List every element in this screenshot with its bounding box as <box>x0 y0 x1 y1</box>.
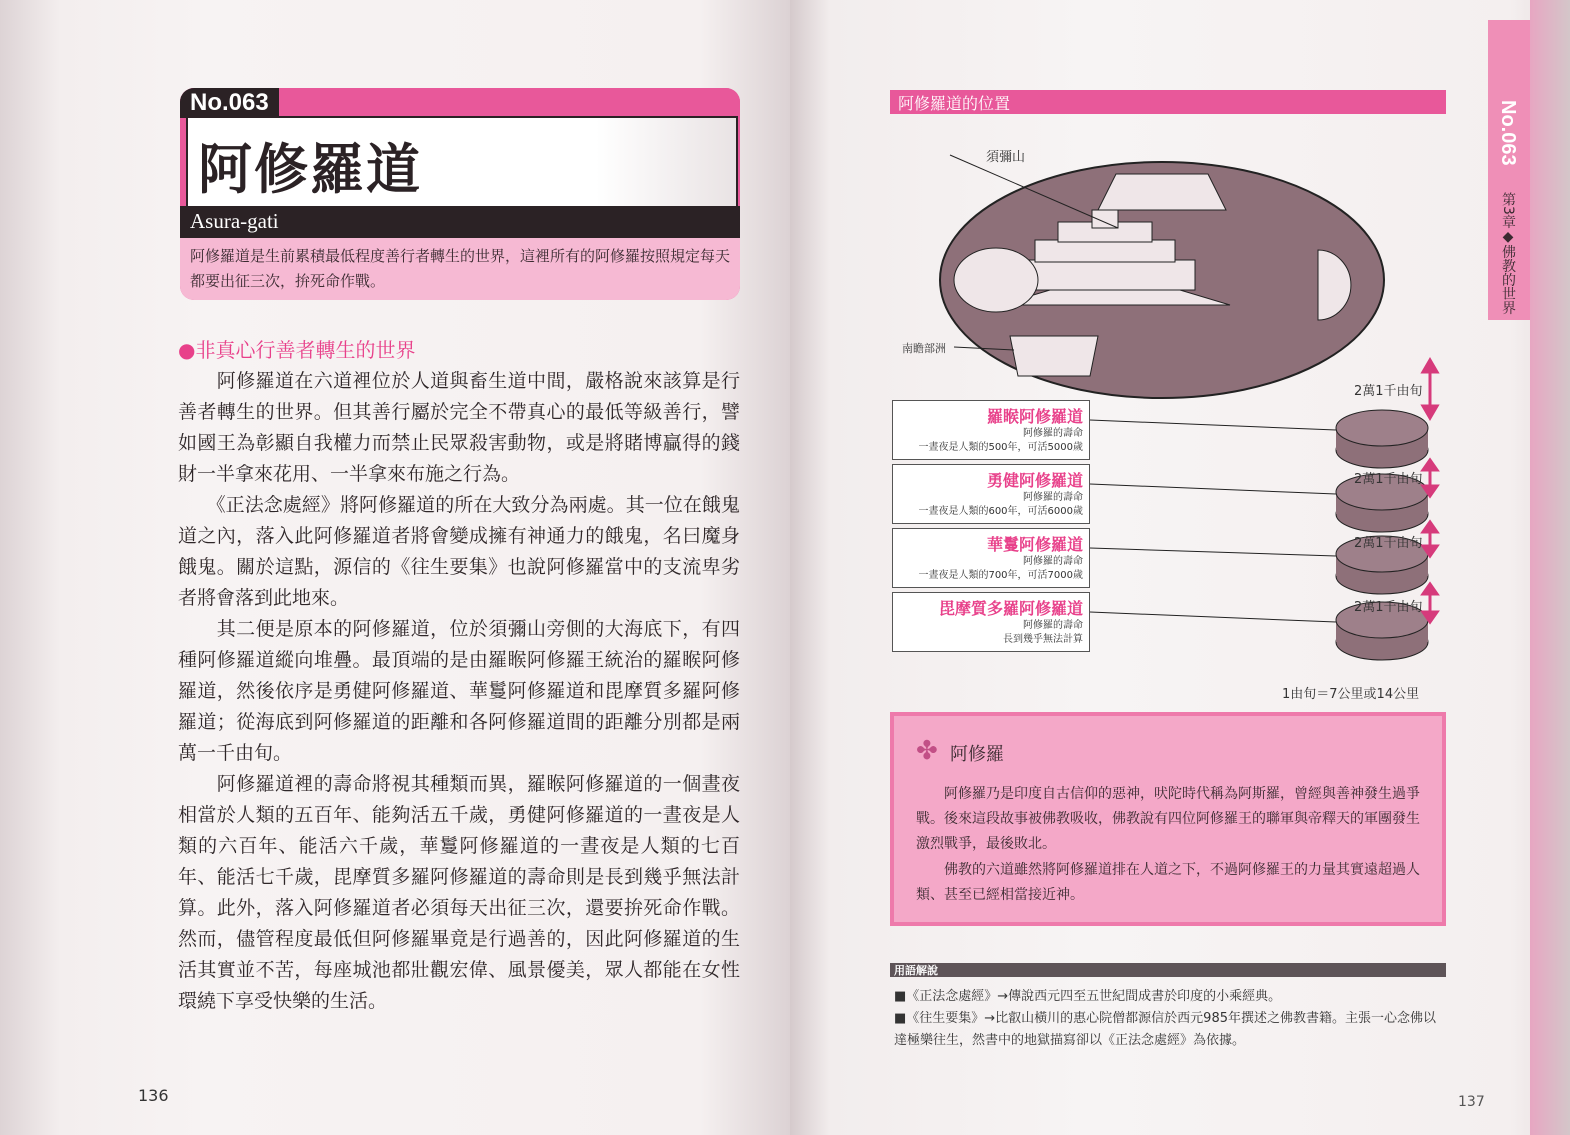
page-number: 137 <box>1458 1094 1485 1110</box>
subtitle-band <box>180 206 740 238</box>
distance-label: 2萬1千由旬 <box>1354 600 1423 615</box>
title-shadow <box>596 118 736 220</box>
glossary-item: ■《往生要集》→比叡山橫川的惠心院僧都源信於西元985年撰述之佛教書籍。主張一心念佛以達極樂往生，然書中的地獄描寫卻以《正法念處經》為依據。 <box>894 1011 1436 1048</box>
realm-connector <box>1090 484 1336 494</box>
northern-continent <box>1098 174 1226 210</box>
body-paragraph: 阿修羅道在六道裡位於人道與畜生道中間，嚴格說來該算是行善者轉生的世界。但其善行屬於完全不帶真心的最低等級善行，譬如國王為彰顯自我權力而禁止民眾殺害動物，或是將賭博贏得的錢財一半拿來花用、一半拿來布施之行為。 <box>178 370 740 485</box>
label-southern-continent: 南瞻部洲 <box>902 342 946 355</box>
diagram-title: 阿修羅道的位置 <box>898 94 1011 113</box>
title-band <box>186 116 738 220</box>
page-title: 阿修羅道 <box>198 138 422 201</box>
realm-lifespan: 一晝夜是人類的700年，可活7000歲 <box>918 570 1083 581</box>
entry-header-card <box>180 88 740 300</box>
entry-number-badge: No.063 <box>180 88 279 118</box>
realm-box <box>892 528 1090 588</box>
page-number: 136 <box>138 1086 169 1105</box>
page-edge-strip <box>1530 0 1570 1135</box>
western-continent <box>954 248 1038 312</box>
mount-sumeru-tier <box>1035 240 1175 262</box>
realm-connector <box>1090 548 1336 556</box>
mount-sumeru-peak <box>1092 210 1118 228</box>
side-chapter-title: 第3章◆佛教的世界 <box>1500 192 1516 315</box>
realm-box <box>892 592 1090 652</box>
realm-lifespan: 一晝夜是人類的500年，可活5000歲 <box>918 442 1083 453</box>
realm-lifespan-label: 阿修羅的壽命 <box>1023 428 1083 439</box>
right-page <box>790 0 1570 1135</box>
distance-label: 2萬1千由旬 <box>1354 536 1423 551</box>
unit-note: 1由旬＝7公里或14公里 <box>1282 687 1420 702</box>
realm-box <box>892 400 1090 460</box>
realm-lifespan-label: 阿修羅的壽命 <box>1023 492 1083 503</box>
flower-icon: ✤ <box>916 736 938 766</box>
label-mount-sumeru: 須彌山 <box>986 150 1026 165</box>
realm-name: 勇健阿修羅道 <box>986 471 1083 490</box>
glossary-heading: 用語解說 <box>894 964 938 977</box>
column-box <box>890 712 1446 926</box>
bleed-through-text <box>108 150 148 350</box>
glossary-band <box>890 963 1446 977</box>
realm-name: 毘摩質多羅阿修羅道 <box>938 599 1083 618</box>
southern-continent <box>1010 336 1098 376</box>
glossary-item: ■《正法念處經》→傳說西元四至五世紀間成書於印度的小乘經典。 <box>894 989 1282 1004</box>
realm-disc-1 <box>1336 410 1428 468</box>
section-heading: ●非真心行善者轉生的世界 <box>178 338 416 362</box>
body-paragraph: 《正法念處經》將阿修羅道的所在大致分為兩處。其一位在餓鬼道之內，落入此阿修羅道者將會變成擁有神通力的餓鬼，名曰魔身餓鬼。關於這點，源信的《往生要集》也說阿修羅當中的支流卑劣者將會落到此地來。 <box>178 494 740 609</box>
distance-label: 2萬1千由旬 <box>1354 384 1423 399</box>
diagram-header <box>890 90 1446 114</box>
realm-name: 華鬘阿修羅道 <box>986 535 1083 554</box>
side-entry-number: No.063 <box>1497 100 1519 166</box>
body-paragraph: 其二便是原本的阿修羅道，位於須彌山旁側的大海底下，有四種阿修羅道縱向堆疊。最頂端的是由羅睺阿修羅王統治的羅睺阿修羅道，然後依序是勇健阿修羅道、華鬘阿修羅道和毘摩質多羅阿修羅道；從海底到阿修羅道的距離和各阿修羅道間的距離分別都是兩萬一千由旬。 <box>178 618 740 764</box>
realm-box <box>892 464 1090 524</box>
realm-connector <box>1090 612 1336 622</box>
column-paragraph: 佛教的六道雖然將阿修羅道排在人道之下，不過阿修羅王的力量其實遠超過人類、甚至已經相當接近神。 <box>916 862 1420 903</box>
realm-lifespan-label: 阿修羅的壽命 <box>1023 620 1083 631</box>
summary-band <box>180 238 740 300</box>
realm-lifespan: 一晝夜是人類的600年，可活6000歲 <box>918 506 1083 517</box>
page-subtitle: Asura-gati <box>190 209 279 233</box>
summary-text: 阿修羅道是生前累積最低程度善行者轉生的世界，這裡所有的阿修羅按照規定每天都要出征三次，拚死命作戰。 <box>190 247 731 290</box>
column-paragraph: 阿修羅乃是印度自古信仰的惡神，吠陀時代稱為阿斯羅，曾經與善神發生過爭戰。後來這段故事被佛教吸收，佛教說有四位阿修羅王的聯軍與帝釋天的軍團發生激烈戰爭，最後敗北。 <box>916 786 1420 852</box>
realm-connector <box>1090 420 1336 430</box>
realm-lifespan: 長到幾乎無法計算 <box>1003 634 1083 645</box>
realm-name: 羅睺阿修羅道 <box>986 407 1083 426</box>
realm-lifespan-label: 阿修羅的壽命 <box>1023 556 1083 567</box>
column-heading: 阿修羅 <box>950 744 1004 765</box>
mount-sumeru-tier <box>1015 260 1195 290</box>
body-paragraph: 阿修羅道裡的壽命將視其種類而異，羅睺阿修羅道的一個晝夜相當於人類的五百年、能夠活五千歲，勇健阿修羅道的一晝夜是人類的六百年、能活六千歲，華鬘阿修羅道的一晝夜是人類的七百年、能活七千歲，毘摩質多羅阿修羅道的壽命則是長到幾乎無法計算。此外，落入阿修羅道者必須每天出征三次，還要拚死命作戰。然而，儘管程度最低但阿修羅畢竟是行過善的，因此阿修羅道的生活其實並不苦，每座城池都壯觀宏偉、風景優美，眾人都能在女性環繞下享受快樂的生活。 <box>178 773 740 1012</box>
distance-label: 2萬1千由旬 <box>1354 472 1423 487</box>
